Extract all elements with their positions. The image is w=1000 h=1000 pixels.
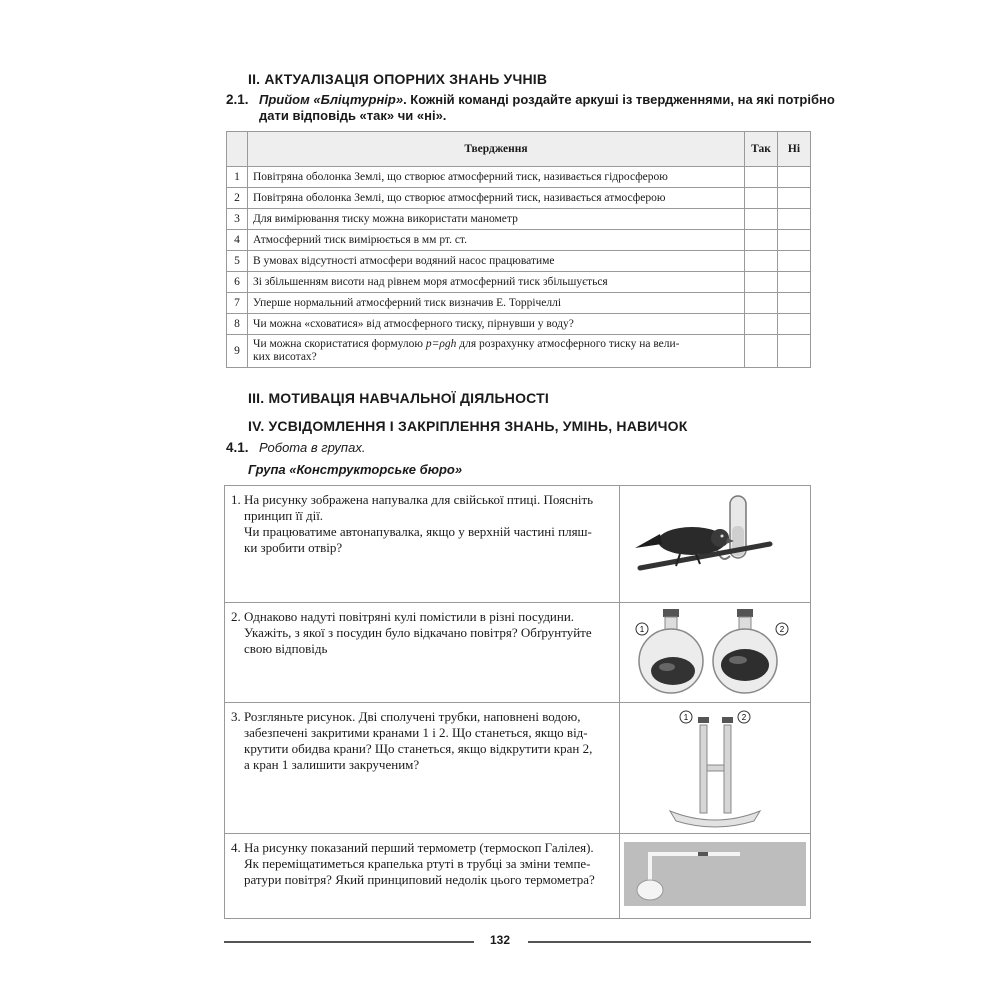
table-header-row: [227, 132, 811, 167]
connected-tubes-picture: [620, 703, 811, 834]
row-number: 5: [227, 251, 248, 272]
row-number: 9: [227, 335, 248, 368]
row-number: 8: [227, 314, 248, 335]
task-line: 3. Розгляньте рисунок. Дві сполучені трубки, наповнені водою,: [231, 709, 581, 724]
task-1-text: [225, 486, 620, 603]
statements-table: [226, 131, 811, 368]
no-cell[interactable]: [778, 209, 811, 230]
footer-rule-right: [528, 941, 811, 943]
header-no: Ні: [778, 132, 811, 167]
yes-cell[interactable]: [745, 167, 778, 188]
section-2-title: ІІ. АКТУАЛІЗАЦІЯ ОПОРНИХ ЗНАНЬ УЧНІВ: [248, 71, 548, 87]
no-cell[interactable]: [778, 293, 811, 314]
method-name: Прийом «Бліцтурнір»: [259, 92, 404, 107]
header-yes: Так: [745, 132, 778, 167]
section-4-title: IV. УСВІДОМЛЕННЯ І ЗАКРІПЛЕННЯ ЗНАНЬ, УМІНЬ, НАВИЧОК: [248, 418, 688, 434]
tasks-table: [224, 485, 811, 919]
item-2-1-line1: [259, 92, 835, 107]
header-statement: Твердження: [248, 132, 745, 167]
task-line: ратури повітря? Який принциповий недолік цього термометра?: [244, 872, 595, 887]
bird-drinker-picture: [620, 486, 811, 603]
row-number: 4: [227, 230, 248, 251]
table-row: [227, 209, 811, 230]
row-statement: Для вимірювання тиску можна використати манометр: [248, 209, 745, 230]
table-row: [227, 335, 811, 368]
row-number: 3: [227, 209, 248, 230]
row-number: 7: [227, 293, 248, 314]
row-statement-part: для розрахунку атмосферного тиску на вели-: [456, 338, 680, 350]
no-cell[interactable]: [778, 335, 811, 368]
valve-label-2: 2: [741, 713, 747, 722]
yes-cell[interactable]: [745, 230, 778, 251]
item-4-1-number: 4.1.: [226, 440, 249, 455]
table-row: [227, 167, 811, 188]
task-line: Укажіть, з якої з посудин було відкачано повітря? Обґрунтуйте: [244, 625, 592, 640]
task-2-text: [225, 603, 620, 703]
row-statement-part: ких висотах?: [253, 351, 317, 363]
task-line: принцип її дії.: [244, 508, 324, 523]
row-number: 1: [227, 167, 248, 188]
yes-cell[interactable]: [745, 251, 778, 272]
task-4-text: [225, 834, 620, 919]
table-row: [227, 251, 811, 272]
row-statement: [248, 335, 745, 368]
yes-cell[interactable]: [745, 335, 778, 368]
row-statement: Зі збільшенням висоти над рівнем моря атмосферний тиск збільшується: [248, 272, 745, 293]
row-number: 2: [227, 188, 248, 209]
row-number: 6: [227, 272, 248, 293]
no-cell[interactable]: [778, 188, 811, 209]
table-row: [227, 230, 811, 251]
yes-cell[interactable]: [745, 272, 778, 293]
header-num: [227, 132, 248, 167]
row-statement-part: Чи можна скористатися формулою: [253, 338, 426, 350]
row-statement: Повітряна оболонка Землі, що створює атмосферний тиск, називається атмосферою: [248, 188, 745, 209]
no-cell[interactable]: [778, 167, 811, 188]
task-line: 1. На рисунку зображена напувалка для свійської птиці. Поясніть: [231, 492, 594, 507]
task-line: 4. На рисунку показаний перший термометр (термоскоп Галілея).: [231, 840, 594, 855]
formula: p=ρgh: [425, 338, 457, 350]
page-number: 132: [489, 933, 511, 947]
table-row: [227, 293, 811, 314]
flask-label-2: 2: [779, 625, 785, 634]
row-statement: Чи можна «сховатися» від атмосферного тиску, пірнувши у воду?: [248, 314, 745, 335]
row-statement: Уперше нормальний атмосферний тиск визначив Е. Торрічеллі: [248, 293, 745, 314]
footer-rule-left: [224, 941, 474, 943]
yes-cell[interactable]: [745, 293, 778, 314]
yes-cell[interactable]: [745, 188, 778, 209]
task-3-text: [225, 703, 620, 834]
flask-label-1: 1: [639, 625, 645, 634]
valve-label-1: 1: [683, 713, 689, 722]
task-line: свою відповідь: [244, 641, 328, 656]
task-row: [225, 486, 811, 603]
no-cell[interactable]: [778, 251, 811, 272]
item-2-1-text1: . Кожній команді роздайте аркуші із твердженнями, на які потрібно: [403, 92, 835, 107]
group-title: Група «Конструкторське бюро»: [248, 462, 463, 477]
item-2-1-number: 2.1.: [226, 92, 249, 107]
task-row: [225, 703, 811, 834]
no-cell[interactable]: [778, 230, 811, 251]
item-2-1-line2: дати відповідь «так» чи «ні».: [259, 108, 447, 123]
table-row: [227, 272, 811, 293]
section-3-title: ІІІ. МОТИВАЦІЯ НАВЧАЛЬНОЇ ДІЯЛЬНОСТІ: [248, 390, 549, 406]
thermoscope-picture: [620, 834, 811, 919]
task-line: Як переміщатиметься крапелька ртуті в трубці за зміни темпе-: [244, 856, 591, 871]
task-line: крутити обидва крани? Що станеться, якщо відкрутити кран 2,: [244, 741, 593, 756]
two-flasks-picture: [620, 603, 811, 703]
row-statement: В умовах відсутності атмосфери водяний насос працюватиме: [248, 251, 745, 272]
no-cell[interactable]: [778, 272, 811, 293]
item-4-1-text: Робота в групах.: [259, 440, 366, 455]
task-row: [225, 603, 811, 703]
table-row: [227, 314, 811, 335]
table-row: [227, 188, 811, 209]
row-statement: Атмосферний тиск вимірюється в мм рт. ст.: [248, 230, 745, 251]
task-line: 2. Однаково надуті повітряні кулі помістили в різні посудини.: [231, 609, 575, 624]
two-flasks-icon: [620, 603, 810, 698]
connected-tubes-icon: [620, 703, 810, 829]
row-statement: Повітряна оболонка Землі, що створює атмосферний тиск, називається гідросферою: [248, 167, 745, 188]
thermoscope-icon: [620, 834, 810, 914]
task-line: а кран 1 залишити закрученим?: [244, 757, 420, 772]
yes-cell[interactable]: [745, 314, 778, 335]
task-line: забезпечені закритими кранами 1 і 2. Що станеться, якщо від-: [244, 725, 588, 740]
task-line: Чи працюватиме автонапувалка, якщо у верхній частині пляш-: [244, 524, 592, 539]
no-cell[interactable]: [778, 314, 811, 335]
task-line: ки зробити отвір?: [244, 540, 343, 555]
bird-drinker-icon: [620, 486, 810, 598]
task-row: [225, 834, 811, 919]
yes-cell[interactable]: [745, 209, 778, 230]
